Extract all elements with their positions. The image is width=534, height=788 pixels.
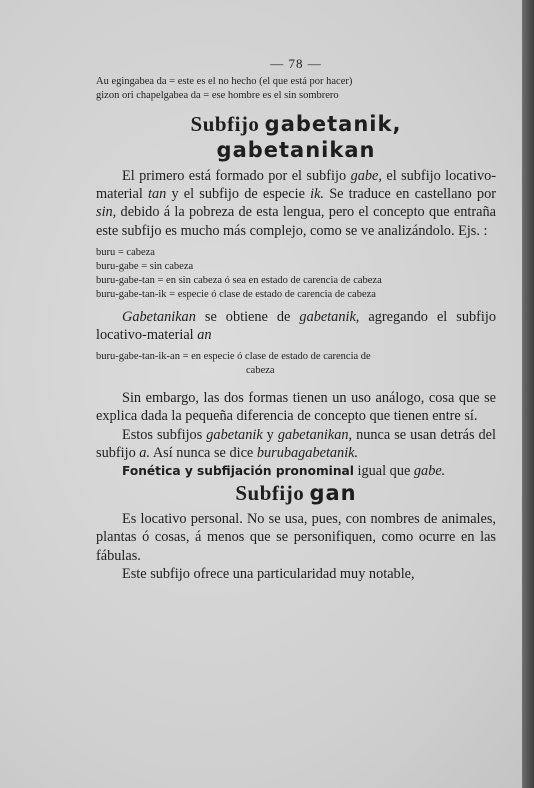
example-line: buru-gabe-tan = en sin cabeza ó sea en estado de carencia de cabeza	[96, 274, 382, 286]
section-heading-gan	[96, 480, 496, 506]
paragraph: El primero está formado por el subfijo gabe, el subfijo locativo-material tan y el subfijo de especie ik. Se traduce en castellano por sin, debido á la pobreza de esta lengua, pero el concepto que entraña este subfijo es mucho más complejo, como se ve analizándolo. Ejs. :	[96, 168, 497, 239]
paragraph: Estos subfijos gabetanik y gabetanikan, nunca se usan detrás del subfijo a. Así nunca se dice burubagabetanik.	[96, 426, 496, 461]
heading-word: gabetanik,	[264, 112, 402, 136]
example-list	[96, 350, 496, 378]
paragraph: Sin embargo, las dos formas tienen un uso análogo, cosa que se explica dada la pequeña diferencia de concepto que tienen entre sí.	[96, 390, 496, 425]
paragraph: Este subfijo ofrece una particularidad muy notable,	[122, 565, 415, 582]
example-line: cabeza	[246, 365, 275, 377]
example-list	[96, 246, 496, 302]
page-number: — 78 —	[270, 56, 322, 71]
example-line: buru-gabe-tan-ik = especie ó clase de estado de carencia de cabeza	[96, 288, 376, 300]
heading-word: gabetanikan	[216, 138, 376, 162]
paragraph: Gabetanikan se obtiene de gabetanik, agregando el subfijo locativo-material an	[96, 308, 497, 344]
paragraph: Fonética y subfijación pronominal igual que gabe.	[122, 463, 446, 480]
paragraph: Es locativo personal. No se usa, pues, con nombres de animales, plantas ó cosas, á menos que se personifiquen, como ocurre en las fábulas.	[96, 511, 496, 564]
section-heading-gabetanik	[96, 111, 496, 163]
book-spine-edge	[522, 0, 534, 788]
heading-word: gan	[309, 481, 357, 506]
heading-prefix: Subfijo	[190, 112, 260, 136]
example-line: buru = cabeza	[96, 246, 155, 258]
example-line: buru-gabe = sin cabeza	[96, 260, 194, 272]
heading-prefix: Subfijo	[235, 481, 305, 506]
example-line: Au egingabea da = este es el no hecho (el que está por hacer)	[96, 76, 353, 87]
top-examples	[96, 75, 496, 103]
page-content	[96, 56, 496, 583]
example-line: gizon ori chapelgabea da = ese hombre es el sin sombrero	[96, 90, 339, 101]
example-line: buru-gabe-tan-ik-an = en especie ó clase de estado de carencia de	[96, 351, 371, 363]
